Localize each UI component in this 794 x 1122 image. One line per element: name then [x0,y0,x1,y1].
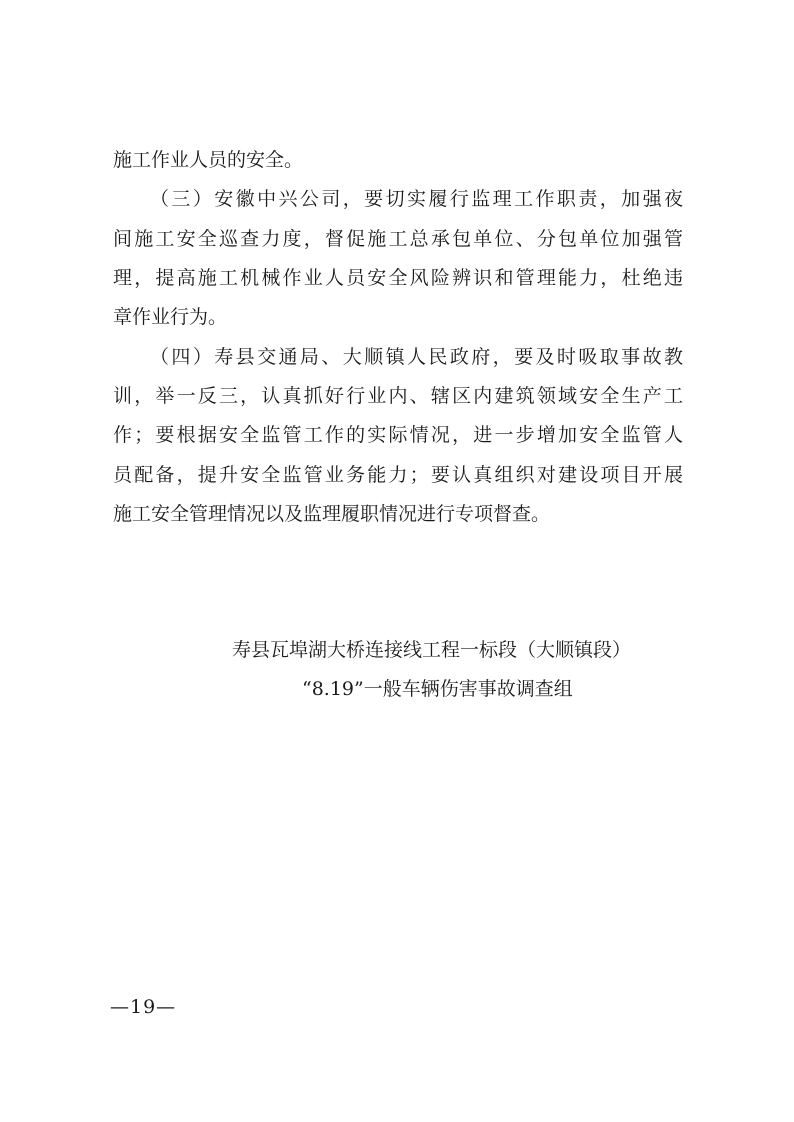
paragraph-line: 作；要根据安全监管工作的实际情况，进一步增加安全监管人 [113,424,683,446]
paragraph-line: 施工作业人员的安全。 [113,149,304,171]
paragraph-line: 章作业行为。 [113,306,228,328]
paragraph-line: 理，提高施工机械作业人员安全风险辨识和管理能力，杜绝违 [113,267,683,289]
paragraph-line: 员配备，提升安全监管业务能力；要认真组织对建设项目开展 [113,464,683,486]
paragraph-line: 施工安全管理情况以及监理履职情况进行专项督查。 [113,503,551,525]
paragraph-line: （四）寿县交通局、大顺镇人民政府，要及时吸取事故教 [150,346,683,368]
investigation-group-name: “8.19”一般车辆伤害事故调查组 [302,678,573,700]
paragraph-line: 间施工安全巡查力度，督促施工总承包单位、分包单位加强管 [113,228,683,250]
page-number: —19— [110,996,177,1018]
issuing-organization: 寿县瓦埠湖大桥连接线工程一标段（大顺镇段） [232,639,632,661]
paragraph-line: 训，举一反三，认真抓好行业内、辖区内建筑领域安全生产工 [113,385,683,407]
paragraph-line: （三）安徽中兴公司，要切实履行监理工作职责，加强夜 [150,188,683,210]
